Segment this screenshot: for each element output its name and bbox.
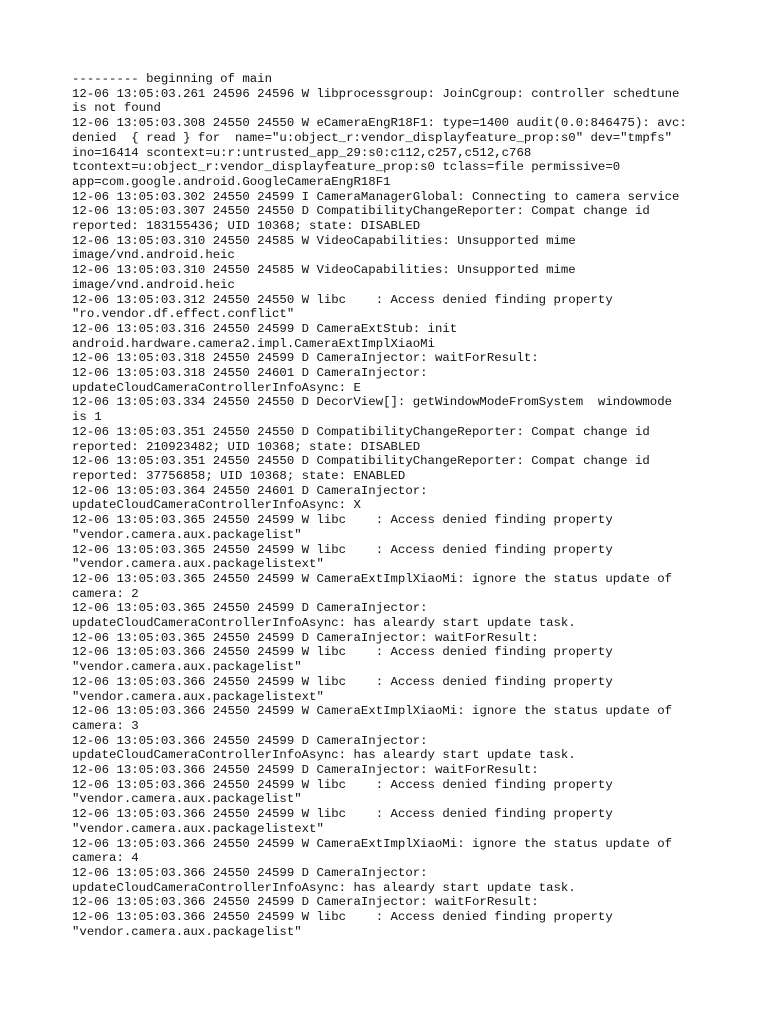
log-line: 12-06 13:05:03.310 24550 24585 W VideoCapabilities: Unsupported mime [72,233,576,248]
log-line: 12-06 13:05:03.366 24550 24599 W CameraExtImplXiaoMi: ignore the status update of [72,836,673,851]
log-line: 12-06 13:05:03.365 24550 24599 W libc : Access denied finding property [72,542,613,557]
log-line: updateCloudCameraControllerInfoAsync: has aleardy start update task. [72,880,576,895]
log-line: "vendor.camera.aux.packagelist" [72,527,302,542]
log-line: 12-06 13:05:03.334 24550 24550 D DecorView[]: getWindowModeFromSystem windowmode [72,395,673,410]
log-line: updateCloudCameraControllerInfoAsync: E [72,380,361,395]
log-line: image/vnd.android.heic [72,277,235,292]
log-line: tcontext=u:object_r:vendor_displayfeature_prop:s0 tclass=file permissive=0 [72,160,621,175]
log-line: updateCloudCameraControllerInfoAsync: X [72,498,361,513]
log-line: reported: 37756858; UID 10368; state: ENABLED [72,468,406,483]
log-line: is 1 [72,410,102,425]
log-line: 12-06 13:05:03.351 24550 24550 D CompatibilityChangeReporter: Compat change id [72,454,650,469]
log-line: 12-06 13:05:03.366 24550 24599 W libc : Access denied finding property [72,807,613,822]
log-line: is not found [72,101,161,116]
log-line: denied { read } for name="u:object_r:vendor_displayfeature_prop:s0" dev="tmpfs" [72,130,673,145]
log-line: "vendor.camera.aux.packagelistext" [72,821,324,836]
log-line: "vendor.camera.aux.packagelistext" [72,557,324,572]
log-line: reported: 183155436; UID 10368; state: DISABLED [72,219,421,234]
log-line: 12-06 13:05:03.366 24550 24599 D CameraInjector: [72,865,428,880]
log-line: android.hardware.camera2.impl.CameraExtImplXiaoMi [72,336,435,351]
log-line: camera: 3 [72,718,139,733]
log-line: camera: 2 [72,586,139,601]
log-line: "vendor.camera.aux.packagelist" [72,660,302,675]
log-line: ino=16414 scontext=u:r:untrusted_app_29:s0:c112,c257,c512,c768 [72,145,532,160]
log-line: 12-06 13:05:03.365 24550 24599 W libc : Access denied finding property [72,513,613,528]
log-line: app=com.google.android.GoogleCameraEngR18F1 [72,174,391,189]
log-line: 12-06 13:05:03.366 24550 24599 D CameraInjector: waitForResult: [72,763,539,778]
log-line: 12-06 13:05:03.364 24550 24601 D CameraInjector: [72,483,428,498]
log-line: updateCloudCameraControllerInfoAsync: has aleardy start update task. [72,616,576,631]
log-output [72,72,722,939]
log-line: camera: 4 [72,851,139,866]
log-line: 12-06 13:05:03.318 24550 24599 D CameraInjector: waitForResult: [72,351,539,366]
log-line: 12-06 13:05:03.302 24550 24599 I CameraManagerGlobal: Connecting to camera service [72,189,680,204]
log-line: 12-06 13:05:03.366 24550 24599 W CameraExtImplXiaoMi: ignore the status update of [72,704,673,719]
log-line: "vendor.camera.aux.packagelist" [72,792,302,807]
log-line: 12-06 13:05:03.312 24550 24550 W libc : Access denied finding property [72,292,613,307]
log-line: reported: 210923482; UID 10368; state: DISABLED [72,439,421,454]
log-line: image/vnd.android.heic [72,248,235,263]
log-line: 12-06 13:05:03.310 24550 24585 W VideoCapabilities: Unsupported mime [72,263,576,278]
log-line: 12-06 13:05:03.365 24550 24599 D CameraInjector: waitForResult: [72,630,539,645]
log-line: 12-06 13:05:03.261 24596 24596 W libprocessgroup: JoinCgroup: controller schedtune [72,86,680,101]
log-line: "vendor.camera.aux.packagelistext" [72,689,324,704]
log-line: updateCloudCameraControllerInfoAsync: has aleardy start update task. [72,748,576,763]
log-line: 12-06 13:05:03.318 24550 24601 D CameraInjector: [72,366,428,381]
log-line: "ro.vendor.df.effect.conflict" [72,307,295,322]
log-line: 12-06 13:05:03.366 24550 24599 W libc : Access denied finding property [72,674,613,689]
log-line: --------- beginning of main [72,72,273,86]
log-line: 12-06 13:05:03.307 24550 24550 D CompatibilityChangeReporter: Compat change id [72,204,650,219]
log-line: 12-06 13:05:03.366 24550 24599 W libc : Access denied finding property [72,910,613,925]
log-line: 12-06 13:05:03.366 24550 24599 W libc : Access denied finding property [72,777,613,792]
log-line: 12-06 13:05:03.351 24550 24550 D CompatibilityChangeReporter: Compat change id [72,424,650,439]
log-line: 12-06 13:05:03.365 24550 24599 D CameraInjector: [72,601,428,616]
log-line: 12-06 13:05:03.308 24550 24550 W eCameraEngR18F1: type=1400 audit(0.0:846475): avc: [72,116,687,131]
log-line: 12-06 13:05:03.366 24550 24599 D CameraInjector: waitForResult: [72,895,539,910]
log-line: 12-06 13:05:03.366 24550 24599 W libc : Access denied finding property [72,645,613,660]
log-line: 12-06 13:05:03.365 24550 24599 W CameraExtImplXiaoMi: ignore the status update of [72,571,673,586]
log-line: 12-06 13:05:03.316 24550 24599 D CameraExtStub: init [72,321,458,336]
log-line: "vendor.camera.aux.packagelist" [72,924,302,939]
log-line: 12-06 13:05:03.366 24550 24599 D CameraInjector: [72,733,428,748]
